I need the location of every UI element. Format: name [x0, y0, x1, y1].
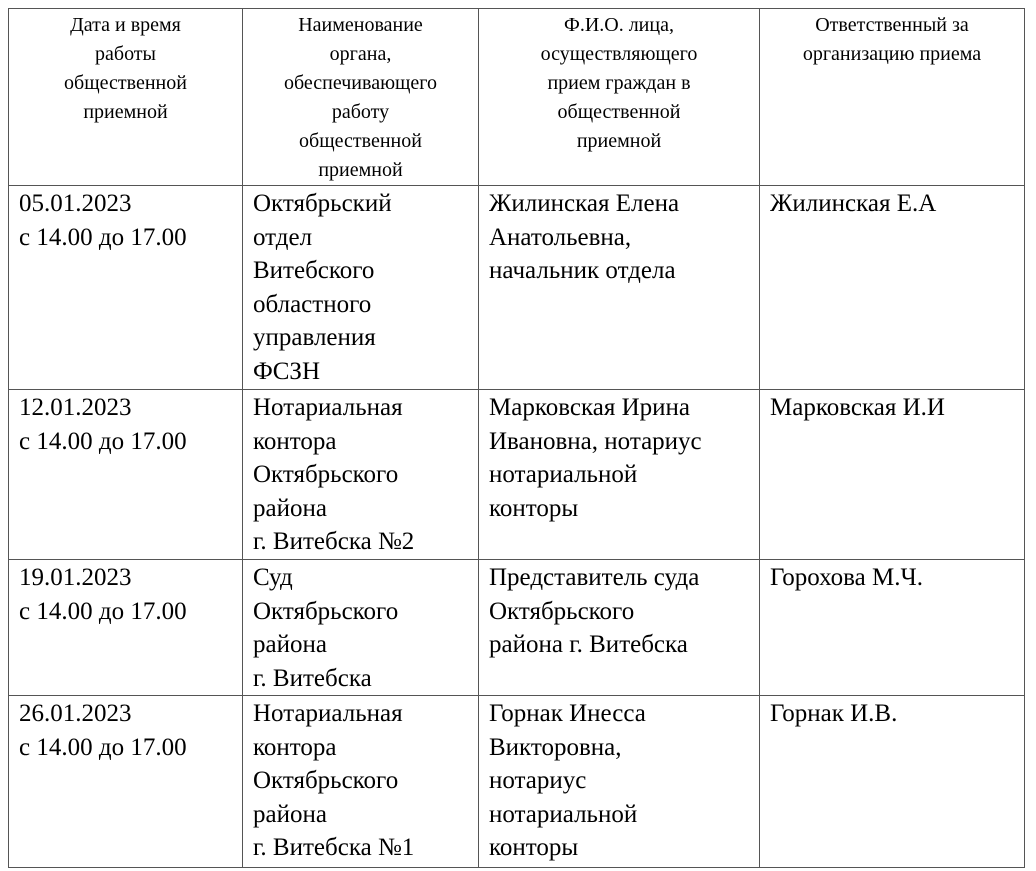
cell-responsible [760, 390, 1025, 560]
cell-organ [243, 696, 479, 868]
responsible-text: Горохова М.Ч. [770, 564, 923, 591]
person-text: Представитель суда Октябрьского района г. Витебска [489, 564, 700, 658]
table-row [9, 560, 1025, 696]
cell-organ [243, 390, 479, 560]
cell-responsible [760, 696, 1025, 868]
organ-text: Суд Октябрьского района г. Витебска [253, 564, 399, 692]
cell-responsible [760, 560, 1025, 696]
organ-text: Октябрьский отдел Витебского областного управления ФСЗН [253, 190, 392, 385]
reception-schedule-table [8, 8, 1025, 868]
person-text: Жилинская Елена Анатольевна, начальник отдела [489, 190, 680, 284]
responsible-text: Жилинская Е.А [770, 190, 937, 217]
cell-person [479, 390, 760, 560]
header-organ [243, 9, 479, 186]
date-text: 12.01.2023 с 14.00 до 17.00 [19, 394, 187, 455]
header-responsible-text: Ответственный за организацию приема [802, 14, 982, 65]
header-organ-text: Наименование органа, обеспечивающего работу общественной приемной [284, 14, 437, 181]
cell-date [9, 186, 243, 390]
person-text: Марковская Ирина Ивановна, нотариус нотариальной конторы [489, 394, 702, 522]
header-person-text: Ф.И.О. лица, осуществляющего прием граждан в общественной приемной [540, 14, 698, 152]
cell-date [9, 560, 243, 696]
header-responsible [760, 9, 1025, 186]
cell-organ [243, 560, 479, 696]
cell-person [479, 186, 760, 390]
table-row [9, 390, 1025, 560]
cell-responsible [760, 186, 1025, 390]
date-text: 26.01.2023 с 14.00 до 17.00 [19, 700, 187, 761]
table-row [9, 186, 1025, 390]
cell-organ [243, 186, 479, 390]
cell-date [9, 696, 243, 868]
table-row [9, 696, 1025, 868]
date-text: 05.01.2023 с 14.00 до 17.00 [19, 190, 187, 251]
responsible-text: Горнак И.В. [770, 700, 898, 727]
cell-person [479, 696, 760, 868]
responsible-text: Марковская И.И [770, 394, 945, 421]
cell-person [479, 560, 760, 696]
organ-text: Нотариальная контора Октябрьского района г. Витебска №1 [253, 700, 415, 861]
organ-text: Нотариальная контора Октябрьского района г. Витебска №2 [253, 394, 415, 555]
header-date-time-text: Дата и время работы общественной приемной [64, 14, 187, 123]
date-text: 19.01.2023 с 14.00 до 17.00 [19, 564, 187, 625]
header-row [9, 9, 1025, 186]
header-person [479, 9, 760, 186]
header-date-time [9, 9, 243, 186]
cell-date [9, 390, 243, 560]
person-text: Горнак Инесса Викторовна, нотариус нотариальной конторы [489, 700, 646, 861]
